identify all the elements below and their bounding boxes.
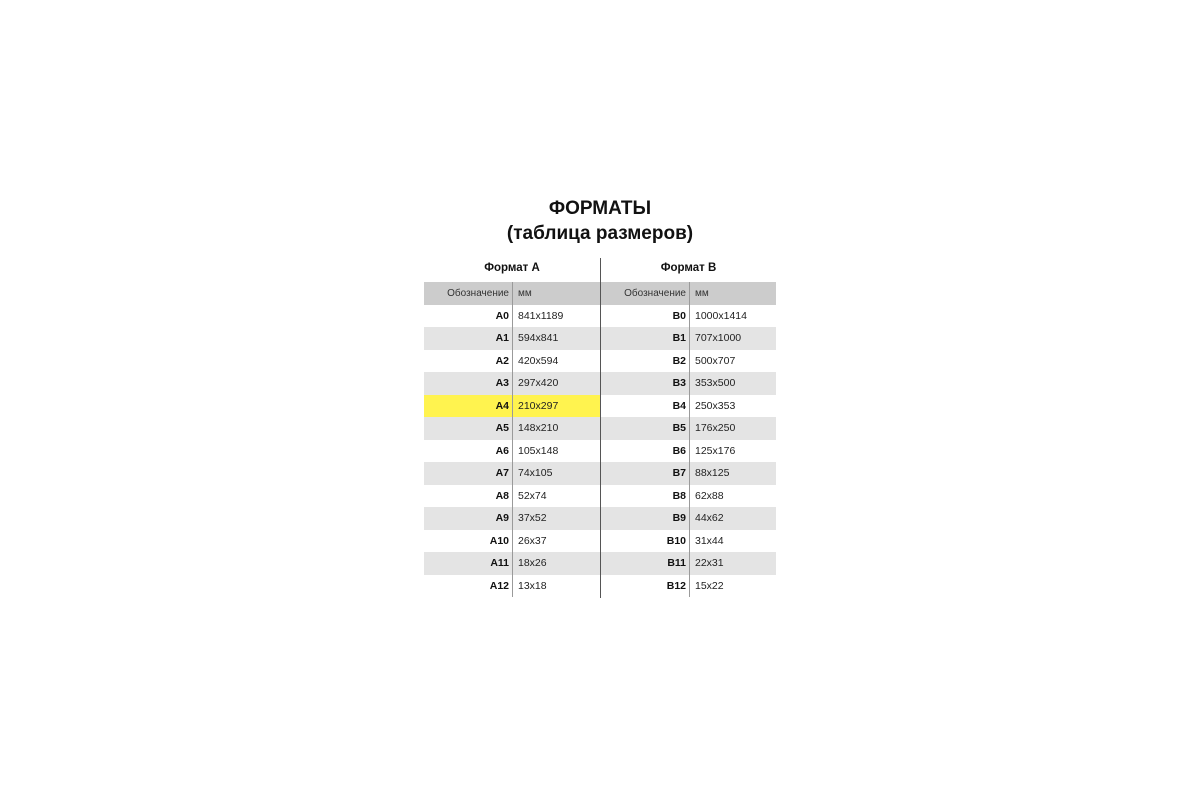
table-row xyxy=(424,350,600,373)
format-designation: A9 xyxy=(495,512,509,525)
table-row xyxy=(601,575,776,598)
format-size-mm: 353x500 xyxy=(695,377,736,390)
table-row xyxy=(424,530,600,553)
format-a-title: Формат А xyxy=(484,262,540,274)
table-row xyxy=(424,417,600,440)
format-designation: A4 xyxy=(495,399,509,412)
table-row xyxy=(424,485,600,508)
format-size-mm: 22x31 xyxy=(695,557,724,570)
title-line-1: ФОРМАТЫ xyxy=(548,198,652,219)
table-row xyxy=(601,417,776,440)
format-size-mm: 31x44 xyxy=(695,534,724,547)
format-size-mm: 26x37 xyxy=(518,534,547,547)
format-a-table xyxy=(424,258,600,597)
format-designation: A6 xyxy=(495,444,509,457)
format-size-mm: 13x18 xyxy=(518,579,547,592)
table-row xyxy=(601,485,776,508)
format-designation: B1 xyxy=(672,332,686,345)
format-size-mm: 18x26 xyxy=(518,557,547,570)
format-designation: B8 xyxy=(672,489,686,502)
format-size-mm: 52x74 xyxy=(518,489,547,502)
format-b-header-row xyxy=(601,282,776,305)
format-size-mm: 44x62 xyxy=(695,512,724,525)
format-size-mm: 1000x1414 xyxy=(695,309,747,322)
table-row xyxy=(424,372,600,395)
format-designation: B9 xyxy=(672,512,686,525)
table-row xyxy=(424,305,600,328)
format-designation: A3 xyxy=(495,377,509,390)
table-row xyxy=(601,462,776,485)
format-designation: A7 xyxy=(495,467,509,480)
format-designation: B12 xyxy=(666,579,686,592)
page-title xyxy=(424,196,776,246)
table-row xyxy=(601,305,776,328)
format-designation: A2 xyxy=(495,354,509,367)
format-size-mm: 420x594 xyxy=(518,354,559,367)
format-b-rows xyxy=(601,305,776,598)
table-row xyxy=(424,462,600,485)
format-b-title: Формат В xyxy=(660,262,717,274)
format-size-mm: 841x1189 xyxy=(518,309,564,322)
table-row xyxy=(601,372,776,395)
format-designation: A1 xyxy=(495,332,509,345)
format-size-mm: 250x353 xyxy=(695,399,736,412)
format-size-mm: 594x841 xyxy=(518,332,559,345)
table-row xyxy=(424,327,600,350)
format-size-mm: 74x105 xyxy=(518,467,553,480)
table-row xyxy=(424,395,600,418)
format-designation: B7 xyxy=(672,467,686,480)
format-designation: B5 xyxy=(672,422,686,435)
format-size-mm: 105x148 xyxy=(518,444,559,457)
format-size-mm: 176x250 xyxy=(695,422,736,435)
table-row xyxy=(601,552,776,575)
format-a-col-designation: Обозначение xyxy=(447,287,509,299)
format-designation: A8 xyxy=(495,489,509,502)
table-row xyxy=(601,395,776,418)
format-size-mm: 125x176 xyxy=(695,444,736,457)
format-b-table xyxy=(601,258,776,597)
table-row xyxy=(601,440,776,463)
format-b-col-mm: мм xyxy=(695,287,709,299)
format-size-sheet xyxy=(424,196,776,602)
format-a-header-row xyxy=(424,282,600,305)
format-designation: B11 xyxy=(667,557,686,570)
format-designation: A11 xyxy=(490,557,509,570)
format-size-mm: 500x707 xyxy=(695,354,736,367)
format-a-col-mm: мм xyxy=(518,287,532,299)
format-size-mm: 210x297 xyxy=(518,399,559,412)
table-row xyxy=(601,530,776,553)
format-designation: B2 xyxy=(672,354,686,367)
table-row xyxy=(424,552,600,575)
format-b-col-designation: Обозначение xyxy=(624,287,686,299)
format-designation: A10 xyxy=(489,534,509,547)
format-a-rows xyxy=(424,305,600,598)
table-row xyxy=(601,507,776,530)
format-size-mm: 15x22 xyxy=(695,579,724,592)
table-row xyxy=(424,507,600,530)
format-designation: A5 xyxy=(495,422,509,435)
format-designation: B10 xyxy=(666,534,686,547)
table-row xyxy=(424,440,600,463)
format-designation: B6 xyxy=(672,444,686,457)
format-size-mm: 297x420 xyxy=(518,377,559,390)
table-row xyxy=(601,350,776,373)
format-designation: B0 xyxy=(672,309,686,322)
format-designation: A0 xyxy=(495,309,509,322)
format-designation: A12 xyxy=(489,579,509,592)
table-row xyxy=(424,575,600,598)
title-line-2: (таблица размеров) xyxy=(506,223,694,244)
format-size-mm: 88x125 xyxy=(695,467,730,480)
format-size-mm: 37x52 xyxy=(518,512,547,525)
format-size-mm: 707x1000 xyxy=(695,332,742,345)
format-size-mm: 62x88 xyxy=(695,489,724,502)
table-row xyxy=(601,327,776,350)
format-size-mm: 148x210 xyxy=(518,422,559,435)
format-designation: B4 xyxy=(672,399,686,412)
format-designation: B3 xyxy=(672,377,686,390)
